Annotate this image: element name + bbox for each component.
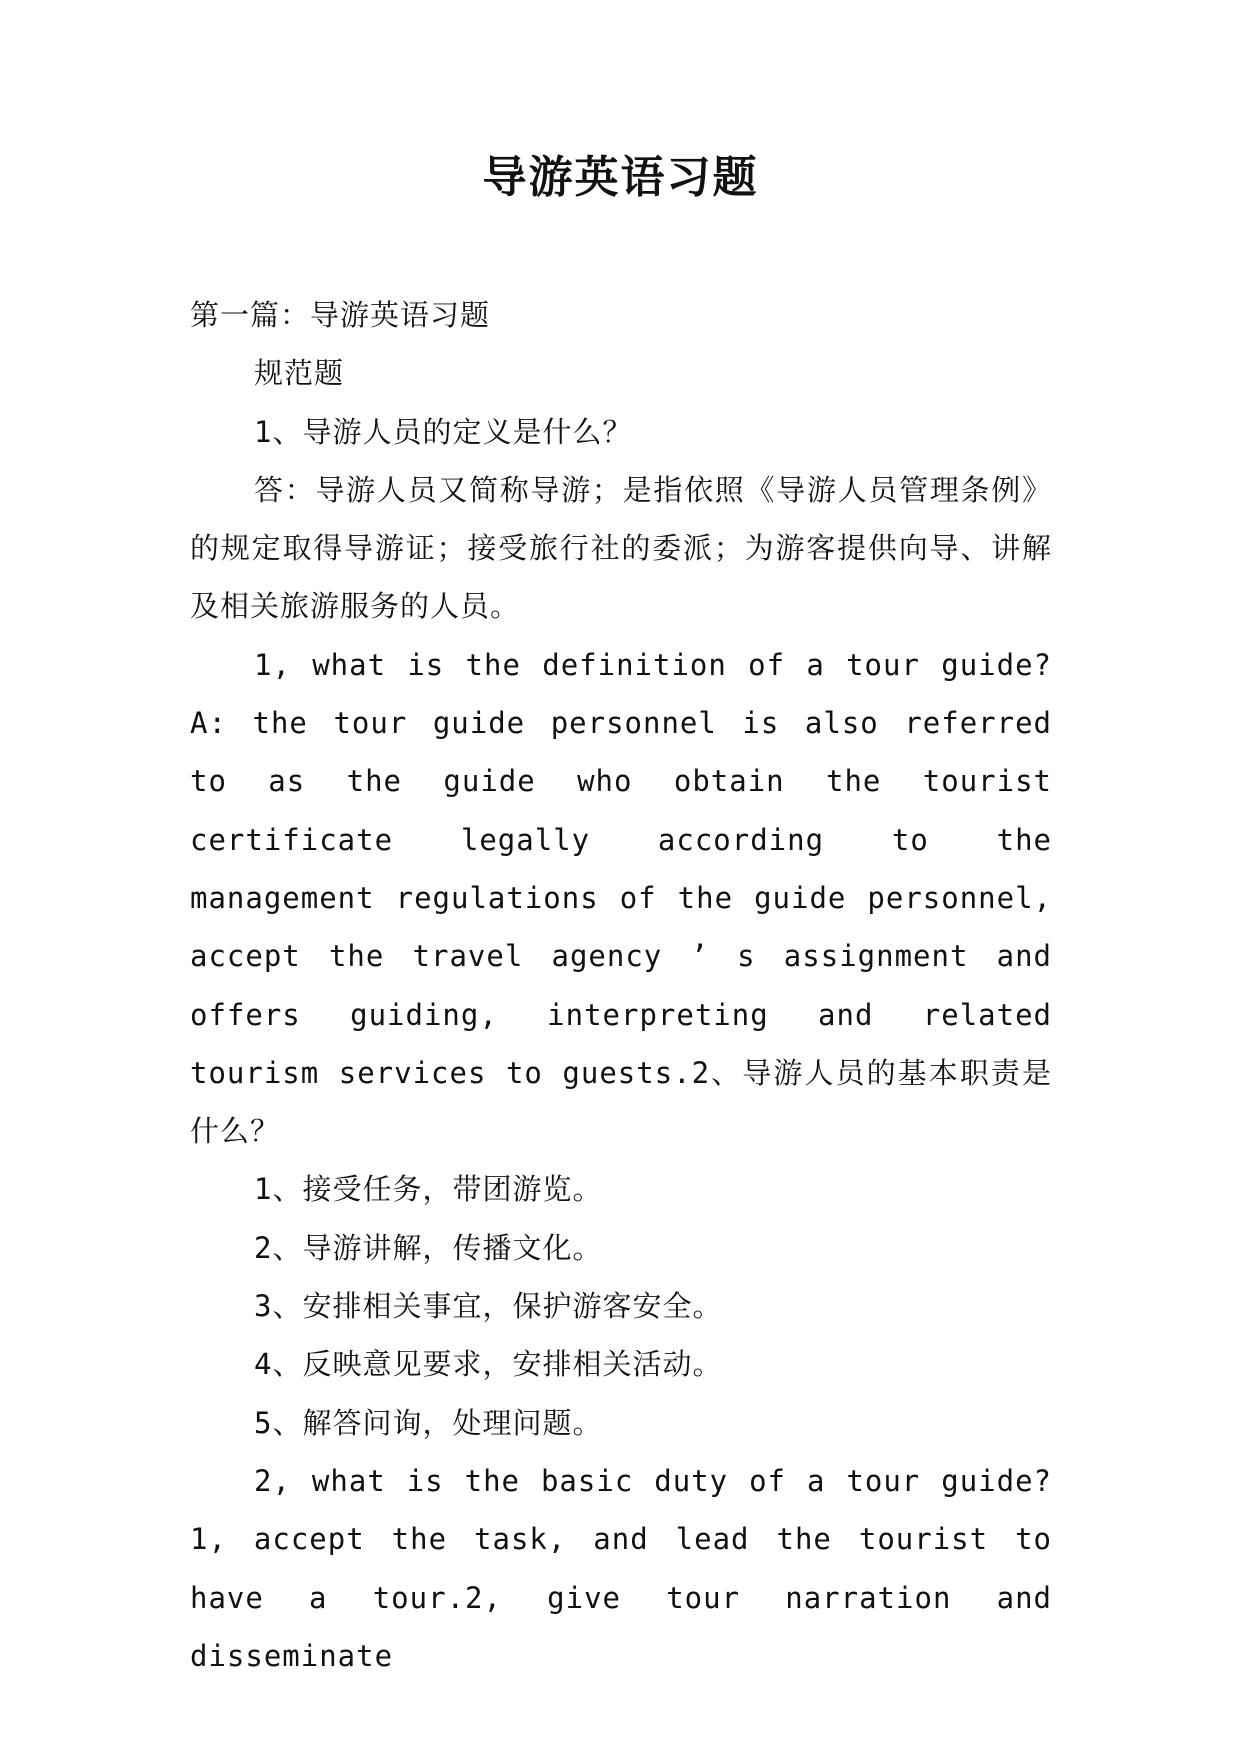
list-item: 1、接受任务，带团游览。 — [254, 1172, 603, 1207]
english-translation-paragraph: 1, what is the definition of a tour guide? A: the tour guide personnel is also referred to as the guide who obtain the tourist certificate legally according to the management regulations of the guide personnel, accept the travel agency ’ s assignment and offers guiding, interpreting and related tourism services to guests.2、导游人员的基本职责是什么？ — [190, 647, 1052, 1149]
document-title: 导游英语习题 — [482, 152, 759, 203]
subheading: 规范题 — [254, 356, 345, 391]
list-item: 4、反映意见要求，安排相关活动。 — [254, 1347, 723, 1382]
english-translation-paragraph: 2, what is the basic duty of a tour guide? 1, accept the task, and lead the tourist to have a tour.2, give tour narration and disseminate — [190, 1463, 1052, 1673]
question-paragraph: 1、导游人员的定义是什么？ — [254, 414, 633, 449]
list-item: 5、解答问询，处理问题。 — [254, 1405, 603, 1440]
list-item: 2、导游讲解，传播文化。 — [254, 1230, 603, 1265]
list-item: 3、安排相关事宜，保护游客安全。 — [254, 1289, 723, 1324]
document-body — [190, 286, 1052, 1685]
answer-paragraph: 答：导游人员又简称导游；是指依照《导游人员管理条例》的规定取得导游证；接受旅行社的委派；为游客提供向导、讲解及相关旅游服务的人员。 — [190, 472, 1052, 624]
section-heading: 第一篇：导游英语习题 — [190, 298, 491, 332]
